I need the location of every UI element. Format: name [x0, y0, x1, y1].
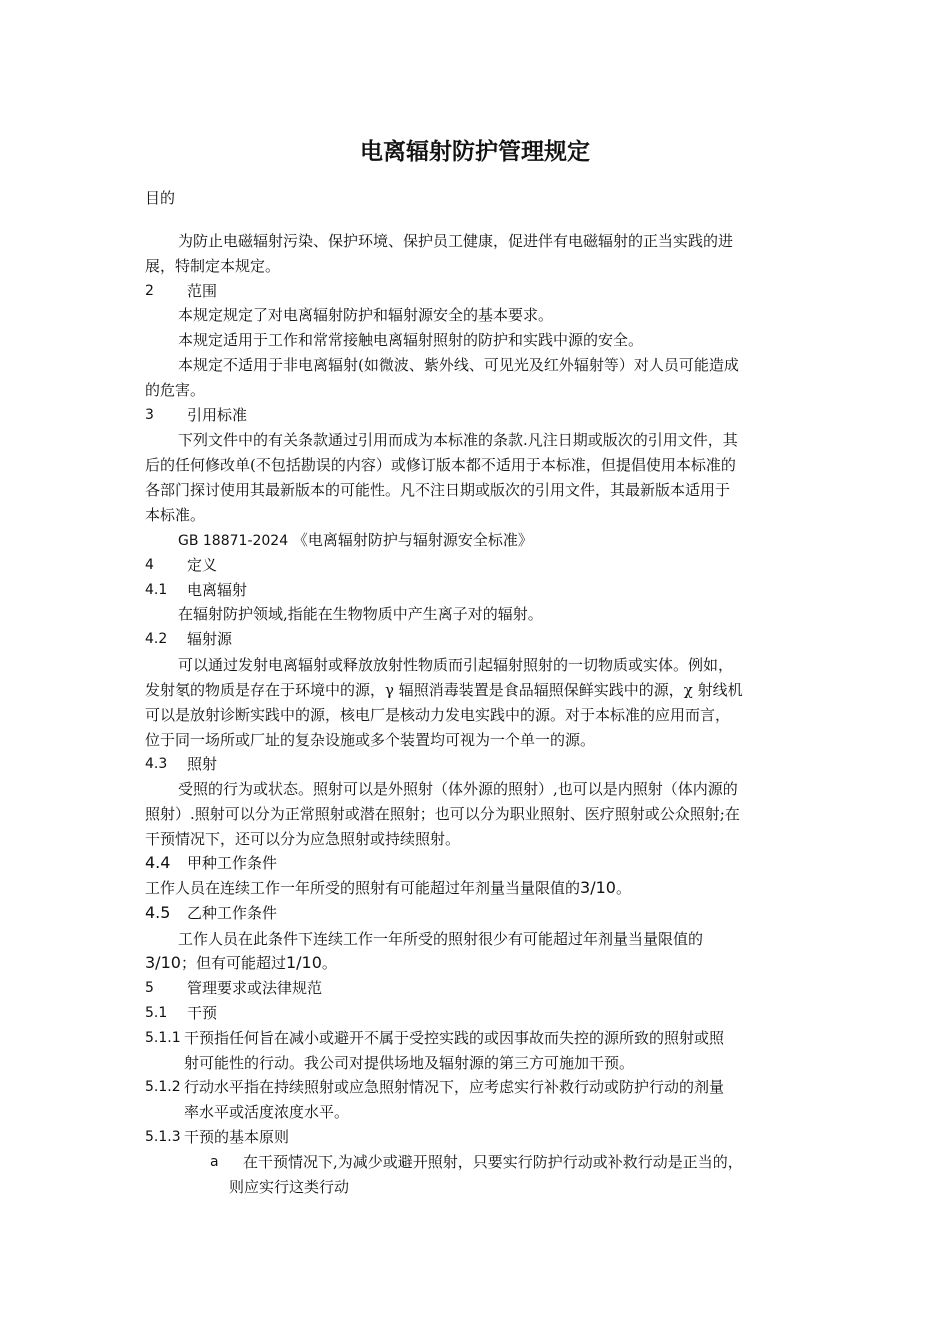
paragraph-line: 射可能性的行动。我公司对提供场地及辐射源的第三方可施加干预。 [184, 1054, 635, 1072]
paragraph-line: 下列文件中的有关条款通过引用而成为本标准的条款.凡注日期或版次的引用文件，其 [178, 431, 738, 449]
section-number: 5.1.2 [145, 1079, 181, 1095]
list-marker: a [210, 1154, 219, 1170]
section-number: 5.1 [145, 1005, 168, 1021]
section-number: 5.1.1 [145, 1030, 181, 1046]
section-number: 5.1.3 [145, 1129, 181, 1145]
paragraph-line: 的危害。 [145, 381, 206, 399]
section-title: 甲种工作条件 [187, 854, 278, 872]
paragraph-text: 。 [321, 954, 337, 972]
paragraph-line: 后的任何修改单(不包括勘误的内容）或修订版本都不适用于本标准，但提倡使用本标准的 [145, 456, 736, 474]
section-title: 照射 [187, 755, 218, 773]
section-title: 范围 [187, 282, 218, 300]
section-title: 电离辐射 [187, 581, 248, 599]
paragraph-line: 发射氡的物质是存在于环境中的源，γ 辐照消毒装置是食品辐照保鲜实践中的源，χ 射线机 [145, 681, 743, 699]
section-number: 4.4 [145, 853, 171, 872]
standard-code: GB 18871-2024 [178, 533, 289, 549]
paragraph-line [145, 953, 337, 973]
section-title: 辐射源 [187, 630, 233, 648]
paragraph-line: 各部门探讨使用其最新版本的可能性。凡不注日期或版次的引用文件，其最新版本适用于 [145, 481, 731, 499]
paragraph-line: 可以通过发射电离辐射或释放放射性物质而引起辐射照射的一切物质或实体。例如， [178, 656, 734, 674]
paragraph-line: 率水平或活度浓度水平。 [184, 1103, 350, 1121]
document-title: 电离辐射防护管理规定 [360, 139, 590, 165]
section-number: 4 [145, 557, 154, 573]
section-title: 乙种工作条件 [187, 904, 278, 922]
purpose-heading: 目的 [145, 189, 176, 207]
paragraph-line: 干预指任何旨在减小或避开不属于受控实践的或因事故而失控的源所致的照射或照 [184, 1029, 725, 1047]
paragraph-text: 工作人员在连续工作一年所受的照射有可能超过年剂量当量限值的 [145, 879, 581, 897]
section-number: 4.3 [145, 756, 168, 772]
fraction-value: 1/10 [285, 953, 322, 972]
paragraph-text: 。 [615, 879, 631, 897]
paragraph-line: 照射）.照射可以分为正常照射或潜在照射；也可以分为职业照射、医疗照射或公众照射;在 [145, 805, 740, 823]
list-item-line: 则应实行这类行动 [229, 1178, 350, 1196]
paragraph-line: 位于同一场所或厂址的复杂设施或多个装置均可视为一个单一的源。 [145, 731, 596, 749]
section-title: 定义 [187, 556, 218, 574]
section-title: 干预的基本原则 [184, 1128, 290, 1146]
section-title: 管理要求或法律规范 [187, 979, 323, 997]
section-number: 4.5 [145, 903, 171, 922]
paragraph-line: 受照的行为或状态。照射可以是外照射（体外源的照射）,也可以是内照射（体内源的 [178, 780, 738, 798]
paragraph-text: ；但有可能超过 [180, 954, 286, 972]
paragraph-line: 本规定规定了对电离辐射防护和辐射源安全的基本要求。 [178, 306, 554, 324]
paragraph-line [145, 878, 631, 898]
paragraph-line: 可以是放射诊断实践中的源，核电厂是核动力发电实践中的源。对于本标准的应用而言， [145, 706, 731, 724]
paragraph-line: 行动水平指在持续照射或应急照射情况下，应考虑实行补救行动或防护行动的剂量 [184, 1078, 725, 1096]
paragraph-line: 工作人员在此条件下连续工作一年所受的照射很少有可能超过年剂量当量限值的 [178, 930, 704, 948]
paragraph-line: 本标准。 [145, 506, 206, 524]
list-item-line: 在干预情况下,为减少或避开照射，只要实行防护行动或补救行动是正当的， [243, 1153, 743, 1171]
section-number: 2 [145, 283, 154, 299]
standard-name: 《电离辐射防护与辐射源安全标准》 [292, 531, 533, 549]
section-title: 干预 [187, 1004, 218, 1022]
paragraph-line: 干预情况下，还可以分为应急照射或持续照射。 [145, 830, 461, 848]
section-number: 4.2 [145, 631, 168, 647]
section-title: 引用标准 [187, 406, 248, 424]
fraction-value: 3/10 [580, 878, 616, 897]
purpose-line: 为防止电磁辐射污染、保护环境、保护员工健康，促进伴有电磁辐射的正当实践的进 [178, 232, 734, 250]
purpose-line: 展，特制定本规定。 [145, 257, 281, 275]
paragraph-line: 本规定不适用于非电离辐射(如微波、紫外线、可见光及红外辐射等）对人员可能造成 [178, 356, 739, 374]
section-number: 3 [145, 407, 154, 423]
reference-standard [178, 530, 533, 551]
paragraph-line: 本规定适用于工作和常常接触电离辐射照射的防护和实践中源的安全。 [178, 331, 644, 349]
fraction-value: 3/10 [145, 953, 181, 972]
section-number: 5 [145, 980, 154, 996]
paragraph-line: 在辐射防护领域,指能在生物物质中产生离子对的辐射。 [178, 605, 543, 623]
section-number: 4.1 [145, 582, 168, 598]
